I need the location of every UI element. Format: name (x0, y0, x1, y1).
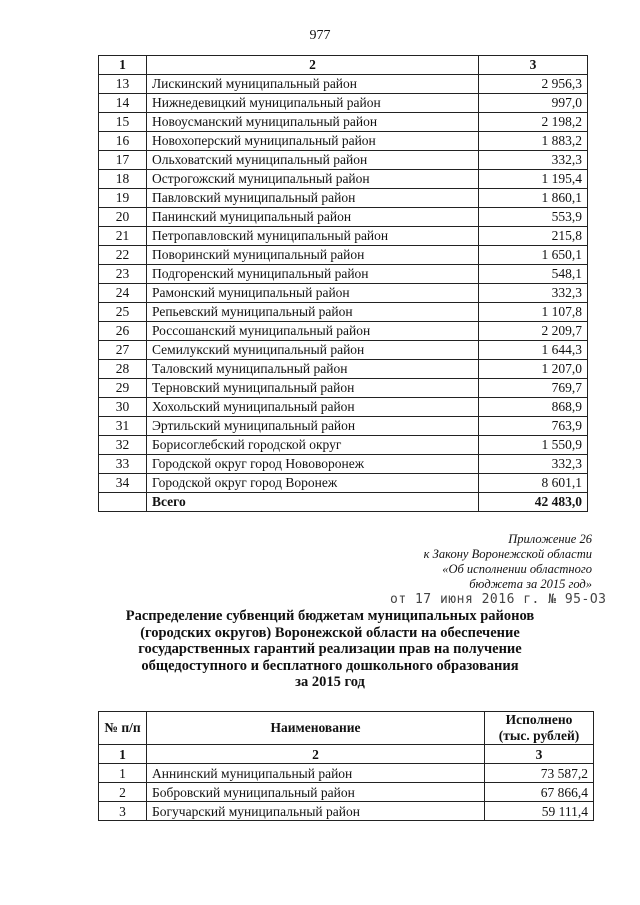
row-value: 1 650,1 (479, 246, 588, 265)
row-number: 15 (99, 113, 147, 132)
header-cell: 1 (99, 56, 147, 75)
row-name: Подгоренский муниципальный район (147, 265, 479, 284)
table-row (99, 360, 588, 379)
table-row (99, 265, 588, 284)
subsidy-table-continued (98, 55, 588, 512)
table-row (99, 436, 588, 455)
row-value: 332,3 (479, 284, 588, 303)
header-cell: 3 (485, 745, 594, 764)
law-date-stamp: от 17 июня 2016 г. № 95-ОЗ (390, 592, 607, 607)
table-row (99, 75, 588, 94)
row-name: Терновский муниципальный район (147, 379, 479, 398)
table-row (99, 398, 588, 417)
table-row (99, 151, 588, 170)
total-number-cell (99, 493, 147, 512)
row-number: 26 (99, 322, 147, 341)
row-value: 548,1 (479, 265, 588, 284)
column-header-executed: Исполнено (тыс. рублей) (485, 712, 594, 745)
row-number: 18 (99, 170, 147, 189)
table-row (99, 170, 588, 189)
table-row (99, 764, 594, 783)
row-number: 13 (99, 75, 147, 94)
row-value: 997,0 (479, 94, 588, 113)
header-cell: 2 (147, 745, 485, 764)
row-number: 33 (99, 455, 147, 474)
appendix-line: Приложение 26 (508, 532, 592, 546)
header-cell: 1 (99, 745, 147, 764)
row-number: 2 (99, 783, 147, 802)
table-row (99, 189, 588, 208)
row-number: 16 (99, 132, 147, 151)
row-value: 1 550,9 (479, 436, 588, 455)
title-line: общедоступного и бесплатного дошкольного образования (141, 657, 519, 674)
row-number: 34 (99, 474, 147, 493)
row-name: Лискинский муниципальный район (147, 75, 479, 94)
row-number: 23 (99, 265, 147, 284)
table-body (99, 56, 588, 512)
total-row (99, 493, 588, 512)
row-value: 763,9 (479, 417, 588, 436)
total-value: 42 483,0 (479, 493, 588, 512)
table-row (99, 227, 588, 246)
title-line: государственных гарантий реализации прав на получение (138, 641, 522, 657)
row-value: 8 601,1 (479, 474, 588, 493)
row-name: Ольховатский муниципальный район (147, 151, 479, 170)
preschool-subsidy-table (98, 711, 594, 821)
row-number: 31 (99, 417, 147, 436)
row-value: 73 587,2 (485, 764, 594, 783)
table-row (99, 208, 588, 227)
table-header-row (99, 712, 594, 745)
row-number: 27 (99, 341, 147, 360)
row-number: 28 (99, 360, 147, 379)
appendix-note (332, 532, 592, 592)
table-row (99, 455, 588, 474)
row-name: Острогожский муниципальный район (147, 170, 479, 189)
row-name: Городской округ город Воронеж (147, 474, 479, 493)
table-row (99, 303, 588, 322)
table-row (99, 417, 588, 436)
row-number: 30 (99, 398, 147, 417)
table-row (99, 246, 588, 265)
row-value: 1 644,3 (479, 341, 588, 360)
row-name: Рамонский муниципальный район (147, 284, 479, 303)
table-row (99, 322, 588, 341)
row-value: 59 111,4 (485, 802, 594, 821)
row-value: 2 198,2 (479, 113, 588, 132)
row-name: Петропавловский муниципальный район (147, 227, 479, 246)
row-name: Новоусманский муниципальный район (147, 113, 479, 132)
row-value: 1 195,4 (479, 170, 588, 189)
row-name: Эртильский муниципальный район (147, 417, 479, 436)
page-number: 977 (309, 28, 331, 43)
title-line: Распределение субвенций бюджетам муниципальных районов (125, 608, 535, 624)
appendix-line: к Закону Воронежской области (423, 547, 592, 561)
row-value: 332,3 (479, 455, 588, 474)
row-name: Новохоперский муниципальный район (147, 132, 479, 151)
row-number: 21 (99, 227, 147, 246)
row-name: Нижнедевицкий муниципальный район (147, 94, 479, 113)
row-value: 2 209,7 (479, 322, 588, 341)
row-name: Павловский муниципальный район (147, 189, 479, 208)
total-label: Всего (147, 493, 479, 512)
table-row (99, 379, 588, 398)
row-name: Россошанский муниципальный район (147, 322, 479, 341)
row-number: 20 (99, 208, 147, 227)
row-number: 24 (99, 284, 147, 303)
row-value: 215,8 (479, 227, 588, 246)
table-row (99, 94, 588, 113)
row-name: Поворинский муниципальный район (147, 246, 479, 265)
title-line: за 2015 год (295, 674, 365, 690)
row-number: 17 (99, 151, 147, 170)
title-line: (городских округов) Воронежской области на обеспечение (140, 624, 520, 641)
appendix-line: «Об исполнении областного (442, 562, 592, 576)
row-value: 67 866,4 (485, 783, 594, 802)
row-number: 19 (99, 189, 147, 208)
row-number: 29 (99, 379, 147, 398)
table-row (99, 284, 588, 303)
table-row (99, 474, 588, 493)
row-number: 3 (99, 802, 147, 821)
table-header-row (99, 56, 588, 75)
row-value: 769,7 (479, 379, 588, 398)
row-name: Репьевский муниципальный район (147, 303, 479, 322)
row-name: Хохольский муниципальный район (147, 398, 479, 417)
row-value: 1 107,8 (479, 303, 588, 322)
header-cell: 3 (479, 56, 588, 75)
row-value: 332,3 (479, 151, 588, 170)
row-name: Борисоглебский городской округ (147, 436, 479, 455)
row-value: 553,9 (479, 208, 588, 227)
table-body (99, 712, 594, 821)
row-name: Бобровский муниципальный район (147, 783, 485, 802)
row-number: 25 (99, 303, 147, 322)
row-name: Аннинский муниципальный район (147, 764, 485, 783)
row-value: 2 956,3 (479, 75, 588, 94)
appendix-line: бюджета за 2015 год» (469, 577, 592, 591)
row-number: 22 (99, 246, 147, 265)
row-value: 1 883,2 (479, 132, 588, 151)
row-number: 32 (99, 436, 147, 455)
table-row (99, 132, 588, 151)
column-header-name: Наименование (147, 712, 485, 745)
table-row (99, 802, 594, 821)
row-number: 14 (99, 94, 147, 113)
column-number-row (99, 745, 594, 764)
row-value: 1 207,0 (479, 360, 588, 379)
row-name: Городской округ город Нововоронеж (147, 455, 479, 474)
table-row (99, 783, 594, 802)
row-number: 1 (99, 764, 147, 783)
header-cell: 2 (147, 56, 479, 75)
row-name: Богучарский муниципальный район (147, 802, 485, 821)
row-name: Семилукский муниципальный район (147, 341, 479, 360)
table-row (99, 341, 588, 360)
row-name: Таловский муниципальный район (147, 360, 479, 379)
section-title (110, 608, 550, 691)
row-value: 868,9 (479, 398, 588, 417)
table-row (99, 113, 588, 132)
row-value: 1 860,1 (479, 189, 588, 208)
row-name: Панинский муниципальный район (147, 208, 479, 227)
column-header-number: № п/п (99, 712, 147, 745)
